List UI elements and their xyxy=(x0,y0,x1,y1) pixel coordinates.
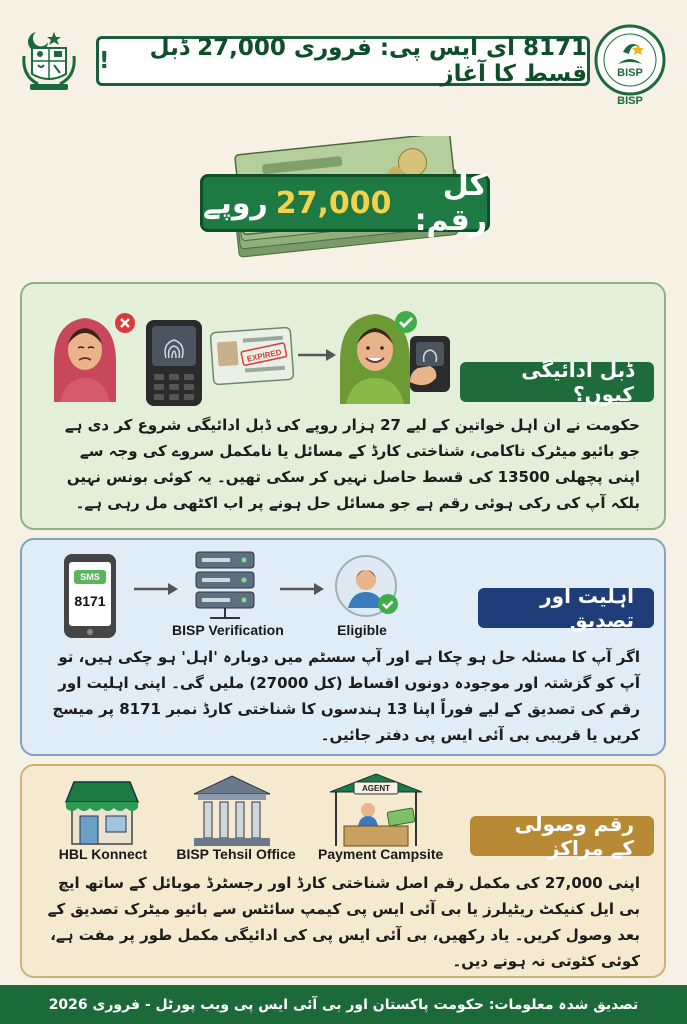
tehsil-office-building-icon xyxy=(190,772,274,848)
page-title-text: 8171 ای ایس پی: فروری 27,000 ڈبل قسط کا آغاز xyxy=(149,35,587,87)
mobile-phone-sms-icon xyxy=(62,552,118,640)
svg-text:AGENT: AGENT xyxy=(362,784,390,793)
server-verification-icon xyxy=(190,548,260,622)
arrow-right-icon xyxy=(298,348,336,362)
pakistan-emblem-icon xyxy=(18,26,80,92)
collection-centers-text: اپنی 27,000 کی مکمل رقم اصل شناختی کارڈ اور رجسٹرڈ موبائل کے ساتھ ایچ بی ایل کنیکٹ ریٹیلرز یا بی آئی ایس پی کیمپ سائٹس سے بائیو میٹرک تصدیق کے بعد وصول کریں۔ یاد رکھیں، بی آئی ایس پی کی ادائیگی مکمل طور پر مفت ہے، کوئی کٹوتی نہ ہونے دیں۔ xyxy=(47,874,640,970)
error-x-icon xyxy=(114,312,136,334)
total-amount-banner xyxy=(200,168,490,238)
footer xyxy=(0,985,687,1024)
fingerprint-device-icon xyxy=(404,332,456,396)
svg-text:EXPIRED: EXPIRED xyxy=(246,347,283,364)
eligible-caption: Eligible xyxy=(337,622,387,638)
eligibility-text: اگر آپ کا مسئلہ حل ہو چکا ہے اور آپ سسٹم میں دوبارہ 'اہل' ہو چکی ہیں، تو آپ کو گزشتہ اور موجودہ دونوں اقساط (کل 27000) ملیں گی۔ اپنی اہلیت اور رقم کی تصدیق کے لیے فوراً اپنا 13 ہندسوں کا شناختی کارڈ نمبر 8171 پر میسج کریں یا قریبی بی آئی ایس پی دفتر جائیں۔ xyxy=(52,648,640,744)
arrow-right-icon xyxy=(134,582,178,596)
eligibility-panel xyxy=(20,538,666,756)
bisp-logo-label: BISP xyxy=(617,95,643,107)
svg-text:SMS: SMS xyxy=(80,572,100,582)
why-double-payment-text: حکومت نے ان اہل خواتین کے لیے 27 ہزار روپے کی ڈبل ادائیگی شروع کر دی ہے جو بائیو میٹرک ناکامی، شناختی کارڈ کے مسائل یا نامکمل سروے کی وجہ سے اپنی پچھلی 13500 کی قسط حاصل نہیں کر سکی تھیں۔ یہ کوئی بونس نہیں بلکہ آپ کی رکی ہوئی رقم ہے جو مسائل حل ہونے پر اب اکٹھی مل رہی ہے۔ xyxy=(64,416,640,512)
collection-centers-panel xyxy=(20,764,666,978)
why-double-payment-heading: ڈبل ادائیگی کیوں؟ xyxy=(460,362,654,402)
eligibility-heading: اہلیت اور تصدیق xyxy=(478,588,654,628)
bisp-verification-caption: BISP Verification xyxy=(172,622,284,638)
why-double-payment-panel xyxy=(20,282,666,530)
check-success-icon xyxy=(394,310,418,334)
payment-campsite-agent-icon xyxy=(328,770,424,850)
amount-label: کل رقم: xyxy=(414,168,487,238)
id-card-expired-icon xyxy=(208,324,296,388)
bisp-logo-icon xyxy=(590,22,670,108)
amount-currency: روپے xyxy=(203,185,268,221)
svg-text:8171: 8171 xyxy=(74,593,106,609)
amount-value: 27,000 xyxy=(275,185,392,221)
center-payment-campsite: Payment Campsite xyxy=(318,846,444,862)
eligible-person-icon xyxy=(334,552,402,620)
center-bisp-tehsil-office: BISP Tehsil Office xyxy=(176,846,296,862)
fingerprint-scanner-icon xyxy=(142,318,206,408)
footer-text: تصدیق شدہ معلومات: حکومت پاکستان اور بی آئی ایس پی ویب پورٹل - فروری 2026 xyxy=(48,996,639,1013)
header xyxy=(0,0,687,130)
collection-centers-heading: رقم وصولی کے مراکز xyxy=(470,816,654,856)
svg-text:BISP: BISP xyxy=(617,67,643,79)
page-title xyxy=(96,36,590,86)
center-hbl-konnect: HBL Konnect xyxy=(58,846,148,862)
arrow-right-icon xyxy=(280,582,324,596)
amount-section xyxy=(0,120,687,280)
page-title-exclamation: ! xyxy=(99,48,110,74)
hbl-konnect-shop-icon xyxy=(62,774,142,846)
